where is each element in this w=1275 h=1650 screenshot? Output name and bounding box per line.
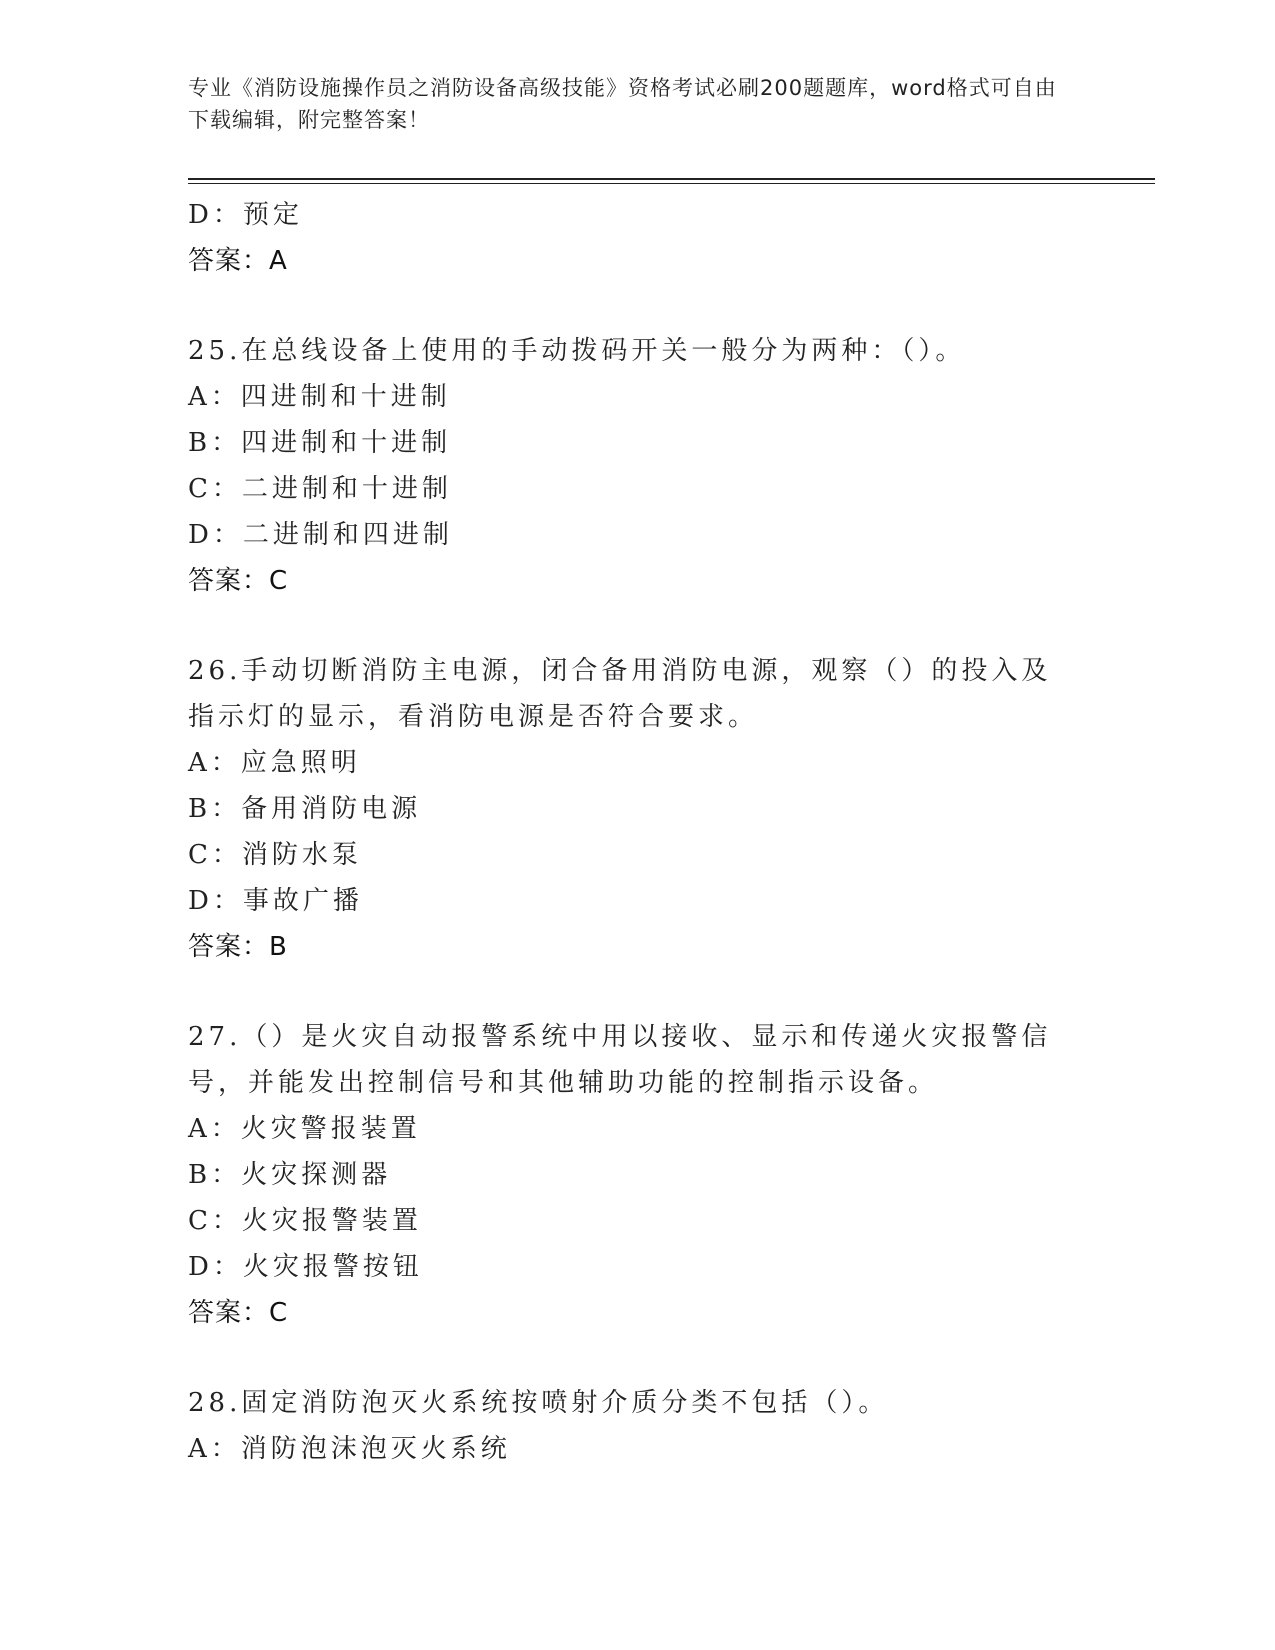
question-25 xyxy=(188,328,1088,604)
document-header xyxy=(188,72,1068,136)
option-a: A：火灾警报装置 xyxy=(188,1114,421,1144)
option-a: A：应急照明 xyxy=(188,748,361,778)
question-stem: 28.固定消防泡灭火系统按喷射介质分类不包括（）。 xyxy=(188,1388,889,1418)
option-d: D：预定 xyxy=(188,200,303,230)
option-c: C：火灾报警装置 xyxy=(188,1206,422,1236)
question-27 xyxy=(188,1014,1088,1336)
option-d: D：火灾报警按钮 xyxy=(188,1252,423,1282)
answer-line: 答案：C xyxy=(188,1298,289,1328)
answer-line: 答案：C xyxy=(188,566,289,596)
header-divider xyxy=(188,178,1155,180)
question-stem: 26.手动切断消防主电源，闭合备用消防电源，观察（）的投入及指示灯的显示，看消防电源是否符合要求。 xyxy=(188,656,1052,732)
option-b: B：火灾探测器 xyxy=(188,1160,392,1190)
option-d: D：事故广播 xyxy=(188,886,363,916)
option-a: A：四进制和十进制 xyxy=(188,382,451,412)
question-list xyxy=(188,192,1088,1472)
question-28 xyxy=(188,1380,1088,1472)
answer-line: 答案：A xyxy=(188,246,288,276)
option-c: C：消防水泵 xyxy=(188,840,362,870)
option-a: A：消防泡沫泡灭火系统 xyxy=(188,1434,511,1464)
option-b: B：备用消防电源 xyxy=(188,794,422,824)
question-stem: 27.（）是火灾自动报警系统中用以接收、显示和传递火灾报警信号，并能发出控制信号和其他辅助功能的控制指示设备。 xyxy=(188,1022,1052,1098)
question-stem: 25.在总线设备上使用的手动拨码开关一般分为两种：（）。 xyxy=(188,336,966,366)
option-c: C：二进制和十进制 xyxy=(188,474,452,504)
option-b: B：四进制和十进制 xyxy=(188,428,452,458)
header-divider-thin xyxy=(188,183,1155,184)
question-26 xyxy=(188,648,1088,970)
header-title: 专业《消防设施操作员之消防设备高级技能》资格考试必刷200题题库，word格式可自由下载编辑，附完整答案！ xyxy=(188,76,1057,132)
option-d: D：二进制和四进制 xyxy=(188,520,453,550)
answer-line: 答案：B xyxy=(188,932,288,962)
